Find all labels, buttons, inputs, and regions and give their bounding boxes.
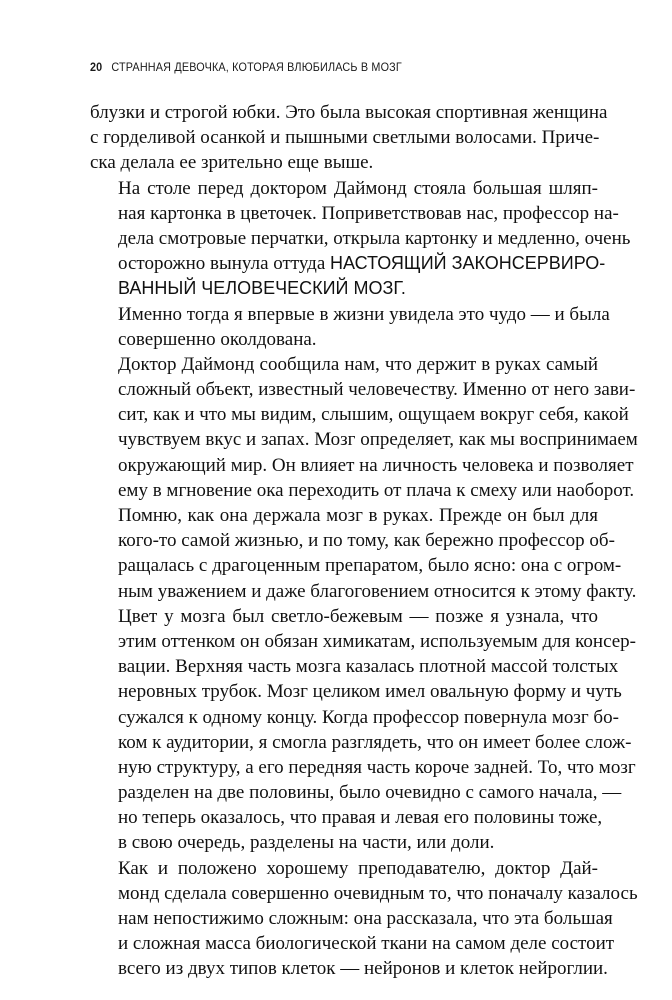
text-line: кого-то самой жизнью, и по тому, как бережно профессор об- (118, 530, 615, 552)
paragraph (90, 176, 631, 302)
text-line: Помню, как она держала мозг в руках. Прежде он был для (118, 505, 598, 526)
text-line: сит, как и что мы видим, слышим, ощущаем вокруг себя, какой (118, 404, 629, 426)
text-line: ска делала ее зрительно еще выше. (90, 152, 374, 174)
text-line: ная картонка в цветочек. Поприветствовав нас, профессор на- (118, 202, 619, 224)
text-line: чувствуем вкус и запах. Мозг определяет, как мы воспринимаем (118, 429, 638, 451)
paragraph (90, 352, 638, 503)
paragraph (90, 302, 610, 352)
running-head (90, 60, 558, 82)
text-line: ему в мгновение ока переходить от плача к смеху или наоборот. (118, 479, 635, 501)
text-line: блузки и строгой юбки. Это была высокая спортивная женщина (90, 102, 608, 123)
text-line: нам непостижимо сложным: она рассказала, что эта большая (118, 908, 613, 929)
caps-emphasis: НАСТОЯЩИЙ ЗАКОНСЕРВИРО- (330, 253, 606, 274)
text-line: и сложная масса биологической ткани на самом деле состоит (118, 933, 615, 955)
body-text (90, 100, 638, 982)
text-line: Цвет у мозга был светло-бежевым — позже я узнала, что (118, 605, 598, 627)
text-line: разделен на две половины, было очевидно с самого начала, — (118, 782, 622, 804)
text-line: с горделивой осанкой и пышными светлыми волосами. Приче- (90, 127, 600, 149)
paragraph (90, 856, 638, 982)
text-line: окружающий мир. Он влияет на личность человека и позволяет (118, 454, 634, 476)
running-title: СТРАННАЯ ДЕВОЧКА, КОТОРАЯ ВЛЮБИЛАСЬ В МОЗГ (111, 60, 402, 74)
text-line: но теперь оказалось, что правая и левая его половины тоже, (118, 807, 603, 829)
text-line: сложный объект, известный человечеству. Именно от него зави- (118, 379, 636, 401)
page-number: 20 (90, 60, 103, 74)
text-line: ную структуру, а его передняя часть короче задней. То, что мозг (118, 756, 636, 778)
text-line: в свою очередь, разделены на части, или доли. (118, 832, 495, 854)
text-line: монд сделала совершенно очевидным то, что поначалу казалось (118, 882, 638, 904)
text-line-mixed (90, 251, 606, 276)
paragraph (90, 503, 637, 604)
text-line: этим оттенком он обязан химикатам, используемым для консер- (118, 630, 636, 652)
text-line: На столе перед доктором Даймонд стояла большая шляп- (118, 177, 598, 199)
text-line: Как и положено хорошему преподавателю, доктор Дай- (118, 857, 598, 879)
text-line: неровных трубок. Мозг целиком имел овальную форму и чуть (118, 681, 622, 703)
text-line: всего из двух типов клеток — нейронов и клеток нейроглии. (118, 958, 608, 980)
text-line: сужался к одному концу. Когда профессор повернула мозг бо- (118, 706, 619, 728)
text-line: Именно тогда я впервые в жизни увидела это чудо — и была (118, 303, 610, 325)
text-line: ным уважением и даже благоговением относится к этому факту. (118, 580, 637, 602)
text-line: совершенно околдована. (118, 328, 317, 350)
text-line: ращалась с драгоценным препаратом, было ясно: она с огром- (118, 555, 622, 577)
text-line: вации. Верхняя часть мозга казалась плотной массой толстых (118, 656, 619, 678)
paragraph (90, 604, 636, 856)
text-segment: осторожно вынула оттуда (118, 253, 326, 275)
text-line: Доктор Даймонд сообщила нам, что держит в руках самый (118, 353, 598, 375)
paragraph (90, 100, 608, 176)
text-line: ком к аудитории, я смогла разглядеть, что он имеет более слож- (118, 731, 632, 753)
text-line: дела смотровые перчатки, открыла картонку и медленно, очень (118, 227, 631, 249)
caps-emphasis: ВАННЫЙ ЧЕЛОВЕЧЕСКИЙ МОЗГ. (118, 278, 406, 299)
